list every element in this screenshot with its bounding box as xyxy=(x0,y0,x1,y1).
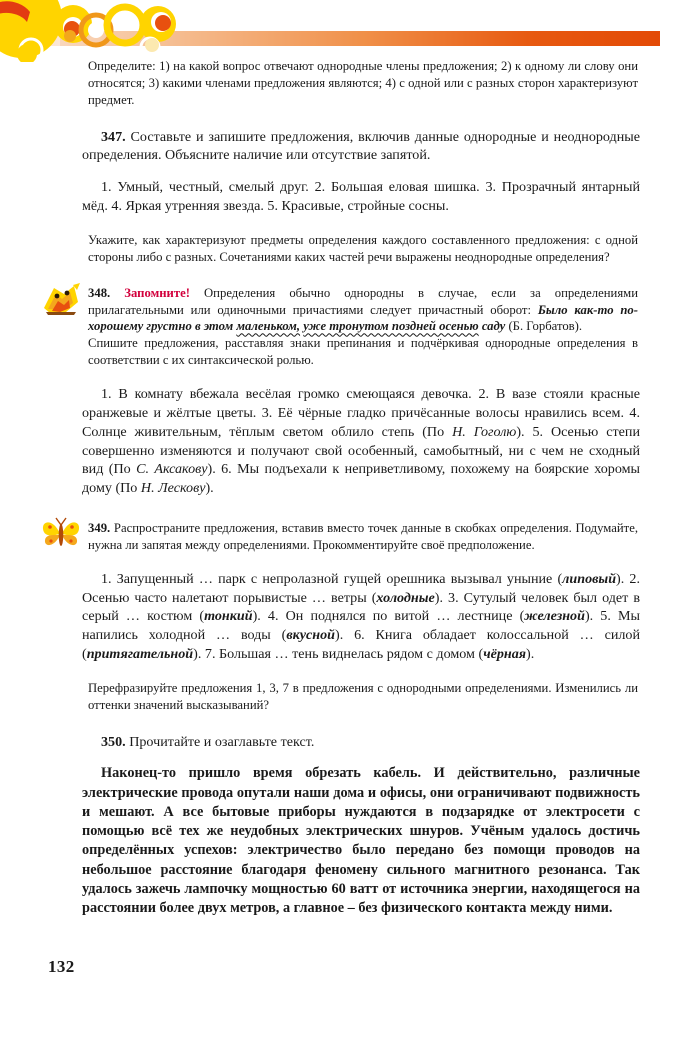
exercise-350-number: 350. xyxy=(101,733,126,750)
exercise-348-author-1: Н. Гоголю xyxy=(452,423,517,440)
exercise-348-heading xyxy=(88,285,638,336)
exercise-349-followup: Перефразируйте предложения 1, 3, 7 в предложения с однородными определениями. Изменились ли оттенки значений высказываний? xyxy=(88,680,638,712)
exercise-348-example-plain-1: Было как-то по-хорошему грустно в этом xyxy=(88,302,638,334)
page-content xyxy=(0,58,700,918)
exercise-348-number: 348. xyxy=(88,285,111,300)
page-number: 132 xyxy=(48,957,75,976)
exercise-349-item-7-word: чёрная xyxy=(483,646,527,663)
exercise-349-item-5-tail: ). xyxy=(335,627,355,644)
exercise-349-heading xyxy=(88,520,638,554)
exercise-349-item-5-text: 5. Мы напились холодной … воды ( xyxy=(82,608,640,644)
exercise-349-item-3-text: 3. Сутулый человек был одет в серый … костюм ( xyxy=(82,589,640,625)
exercise-348-rule: Определения обычно однородны в случае, если за определениями прилагательными или одиночными причастиями следует причастный оборот: xyxy=(88,285,639,317)
exercise-349-item-7-text: 7. Большая … тень виднелась рядом с домом ( xyxy=(204,646,484,663)
exercise-350-text: Наконец-то пришло время обрезать кабель. И действительно, различные электрические провода опутали наши дома и офисы, они ограничивают подвижность и мешают. А все бытовые приборы нуждаются в подзарядке от электросети с помощью всё тех же неудобных электрических шнуров. Учёным удалось достичь определённых успехов: электричество было передано без помощи проводов на небольшое расстояние благодаря феномену сильного магнитного резонанса. Так удалось зажечь лампочку мощностью 60 ватт от источника энергии, находящегося на расстоянии более двух метров, а главное – без физического контакта между ними. xyxy=(82,765,640,916)
exercise-349-number: 349. xyxy=(88,521,111,536)
exercise-349-items xyxy=(82,570,640,664)
exercise-349-item-4-tail: ). xyxy=(584,608,601,625)
exercise-349-item-7-tail: ). xyxy=(526,646,535,663)
exercise-348-example-wavy-1: маленьком, xyxy=(236,319,301,334)
exercise-348-items-mid-2: ). 6. Мы подъехали к неприветливому, похожему на боярские хоромы дому (По xyxy=(82,461,640,497)
exercise-348-example-wavy-2: уже тронутом поздней осенью xyxy=(303,319,479,334)
exercise-349-item-6-tail: ). xyxy=(193,646,205,663)
exercise-348-example-plain-2: саду xyxy=(478,319,506,334)
exercise-349-item-2-word: холодные xyxy=(376,589,435,606)
intro-paragraph: Определите: 1) на какой вопрос отвечают однородные члены предложения; 2) к одному ли слову они относятся; 3) какими членами предложения являются; 4) с одной или с разных сторон характеризуют предмет. xyxy=(88,59,638,107)
exercise-347-followup: Укажите, как характеризуют предметы определения каждого составленного предложения: с одной стороны либо с разных. Сочетаниями каких частей речи выражены неоднородные определения? xyxy=(88,232,638,264)
exercise-349-item-6-word: притягательной xyxy=(86,646,194,663)
exercise-349-item-4-text: 4. Он поднялся по витой … лестнице ( xyxy=(267,608,525,625)
exercise-347-number: 347. xyxy=(101,128,126,145)
exercise-350-task: Прочитайте и озаглавьте текст. xyxy=(125,733,315,750)
owl-book-icon xyxy=(40,282,82,316)
butterfly-icon xyxy=(40,517,82,551)
exercise-348-items-end: ). xyxy=(205,480,214,497)
exercise-348-items xyxy=(82,385,640,498)
exercise-348-remember-label: Запомните! xyxy=(124,285,190,300)
decorative-header-banner xyxy=(0,0,700,62)
exercise-349-item-1-word: липовый xyxy=(562,570,617,587)
exercise-349-item-5-word: вкусной xyxy=(286,627,335,644)
exercise-348-author-2: С. Аксакову xyxy=(136,461,208,478)
exercise-349-item-1-text: 1. Запущенный … парк с непролазной гущей орешника вызывал уныние ( xyxy=(101,570,563,587)
exercise-347-items: 1. Умный, честный, смелый друг. 2. Большая еловая шишка. 3. Прозрачный янтарный мёд. 4. Яркая утренняя звезда. 5. Красивые, стройные сосны. xyxy=(82,179,640,215)
exercise-350-heading xyxy=(82,733,640,752)
exercise-349-item-3-word: тонкий xyxy=(204,608,253,625)
exercise-349-item-3-tail: ). xyxy=(252,608,268,625)
exercise-348-items-pre: 1. В комнату вбежала весёлая громко смеющаяся девочка. 2. В вазе стояли красные оранжевые и жёлтые цветы. 3. Её чёрные гладко причёсанные волосы нравились всем. 4. Солнце живительным, тёплым светом облило степь (По xyxy=(82,386,640,440)
exercise-348-author-3: Н. Лескову xyxy=(140,480,206,497)
exercise-349-item-4-word: железной xyxy=(524,608,585,625)
exercise-348-example-source: (Б. Горбатов). xyxy=(505,319,583,334)
exercise-347-heading xyxy=(82,128,640,166)
exercise-349-item-1-tail: ). xyxy=(616,570,630,587)
exercise-349-item-6-text: 6. Книга обладает колоссальной … силой ( xyxy=(82,627,640,663)
exercise-347-task: Составьте и запишите предложения, включив данные однородные и неоднородные определения. Объясните наличие или отсутствие запятой. xyxy=(82,128,640,164)
exercise-348-items-mid-1: ). 5. Осенью степи совершенно изменяются и получают свой особенный, самобытный, ни с чем не сходный вид (По xyxy=(82,423,640,478)
exercise-349-item-2-text: 2. Осенью часто налетают порывистые … ветры ( xyxy=(82,570,640,606)
exercise-348-task: Спишите предложения, расставляя знаки препинания и подчёркивая однородные определения в соответствии с их синтаксической ролью. xyxy=(88,336,638,368)
exercise-349-item-2-tail: ). xyxy=(434,589,449,606)
exercise-349-task: Распространите предложения, вставив вместо точек данные в скобках определения. Подумайте, нужна ли запятая между определениями. Прокомментируйте своё предположение. xyxy=(88,521,638,552)
